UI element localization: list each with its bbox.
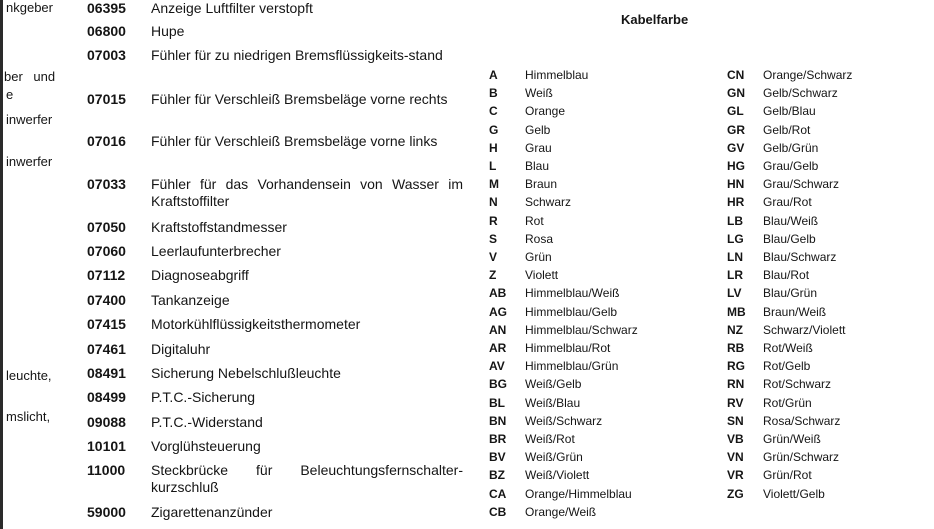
color-code-row — [727, 175, 839, 193]
color-name: Gelb — [525, 122, 551, 137]
component-code: 07016 — [87, 133, 126, 149]
left-fragment: ber und — [4, 69, 56, 84]
component-code: 07415 — [87, 316, 126, 332]
color-code-row — [727, 430, 821, 448]
color-code-row — [727, 394, 812, 412]
component-description: Zigarettenanzünder — [151, 504, 273, 520]
color-code: GL — [727, 104, 744, 119]
color-name: Grau/Rot — [763, 195, 812, 210]
color-code-row — [489, 266, 558, 284]
color-name: Grün/Weiß — [763, 432, 821, 446]
color-code: AR — [489, 341, 507, 355]
left-fragment: nkgeber — [6, 0, 53, 15]
color-code: HN — [727, 177, 745, 192]
color-code-row — [489, 303, 617, 321]
color-name: Orange/Himmelblau — [525, 486, 632, 501]
color-code-row — [727, 466, 812, 484]
color-code-row — [727, 303, 826, 321]
color-code: R — [489, 213, 498, 228]
component-description: Fühler für zu niedrigen Bremsflüssigkeits-stand — [151, 47, 443, 63]
color-name: Orange/Weiß — [525, 504, 597, 519]
color-code: GN — [727, 86, 745, 101]
color-code-row — [727, 448, 839, 466]
component-code: 07112 — [87, 267, 126, 283]
color-name: Weiß/Violett — [525, 468, 590, 483]
color-name: Rot/Weiß — [763, 341, 813, 355]
color-name: Schwarz — [525, 195, 572, 210]
color-name: Grün/Schwarz — [763, 450, 840, 465]
component-code: 06395 — [87, 0, 126, 16]
component-code: 59000 — [87, 504, 126, 520]
component-description: Motorkühlflüssigkeitsthermometer — [151, 316, 361, 332]
color-code-row — [489, 284, 619, 302]
color-name: Rosa — [525, 231, 554, 246]
component-code: 06800 — [87, 23, 126, 39]
color-code: GR — [727, 122, 745, 137]
color-name: Himmelblau/Schwarz — [525, 322, 638, 337]
color-code-row — [489, 321, 638, 339]
left-fragment: inwerfer — [6, 154, 53, 169]
color-name: Weiß — [525, 86, 553, 101]
color-code: AG — [489, 304, 507, 319]
color-code-row — [727, 248, 836, 266]
color-code-row — [727, 193, 812, 211]
color-code: LN — [727, 250, 743, 264]
color-name: Gelb/Blau — [763, 104, 816, 119]
color-code-row — [727, 121, 810, 139]
component-description: Fühler für das Vorhandensein von Wasser im Kraftstoffilter — [151, 176, 463, 209]
color-name: Braun — [525, 177, 558, 192]
color-code-row — [727, 357, 810, 375]
color-name: Violett/Gelb — [763, 486, 825, 501]
color-code: BR — [489, 432, 507, 446]
color-code: AN — [489, 322, 507, 337]
component-code: 07003 — [87, 47, 126, 63]
color-name: Gelb/Schwarz — [763, 86, 838, 101]
color-name: Himmelblau/Grün — [525, 359, 619, 374]
color-name: Schwarz/Violett — [763, 322, 846, 337]
color-code-row — [489, 230, 553, 248]
color-name: Rot — [525, 213, 544, 228]
color-code: L — [489, 159, 497, 173]
color-code: CN — [727, 68, 745, 82]
color-name: Weiß/Gelb — [525, 377, 582, 392]
color-code: HR — [727, 195, 745, 210]
color-code: LB — [727, 213, 743, 228]
color-code-row — [727, 230, 816, 248]
color-code-row — [489, 394, 580, 412]
color-code: VN — [727, 450, 744, 465]
component-description: Fühler für Verschleiß Bremsbeläge vorne rechts — [151, 91, 448, 107]
color-code-row — [489, 339, 610, 357]
color-code-row — [727, 139, 818, 157]
color-name: Grün/Rot — [763, 468, 812, 483]
color-code-row — [727, 212, 818, 230]
color-name: Blau — [525, 159, 550, 173]
component-code: 09088 — [87, 414, 126, 430]
component-description: Fühler für Verschleiß Bremsbeläge vorne links — [151, 133, 438, 149]
component-description: Anzeige Luftfilter verstopft — [151, 0, 313, 16]
color-code-row — [489, 102, 565, 120]
color-name: Rosa/Schwarz — [763, 413, 841, 428]
color-code: Z — [489, 268, 497, 283]
color-code: V — [489, 250, 498, 264]
color-name: Grün — [525, 250, 552, 264]
color-code-row — [489, 485, 632, 503]
color-code: C — [489, 104, 498, 119]
color-name: Himmelblau/Gelb — [525, 304, 618, 319]
color-name: Rot/Gelb — [763, 359, 811, 374]
color-code: AV — [489, 359, 505, 374]
left-fragment: leuchte, — [6, 368, 52, 383]
component-description: Sicherung Nebelschlußleuchte — [151, 365, 341, 381]
color-name: Himmelblau/Rot — [525, 341, 611, 355]
color-code-row — [489, 503, 596, 521]
color-name: Weiß/Schwarz — [525, 413, 603, 428]
color-name: Orange — [525, 104, 566, 119]
page-edge — [0, 0, 3, 529]
color-code: A — [489, 68, 498, 82]
color-code: CB — [489, 504, 507, 519]
color-name: Rot/Grün — [763, 395, 812, 410]
color-code-row — [489, 175, 557, 193]
color-name: Blau/Gelb — [763, 231, 816, 246]
color-code: BN — [489, 413, 507, 428]
color-code-row — [489, 466, 589, 484]
color-code: MB — [727, 304, 746, 319]
color-code: RG — [727, 359, 745, 374]
color-name: Grau — [525, 140, 552, 155]
color-code: B — [489, 86, 498, 101]
color-code-row — [489, 412, 602, 430]
component-description: Vorglühsteuerung — [151, 438, 261, 454]
component-code: 07400 — [87, 292, 126, 308]
color-code: H — [489, 140, 498, 155]
color-code-row — [489, 357, 618, 375]
color-name: Braun/Weiß — [763, 304, 827, 319]
component-code: 07461 — [87, 341, 126, 357]
color-name: Gelb/Rot — [763, 122, 811, 137]
color-name: Violett — [525, 268, 559, 283]
color-code: HG — [727, 159, 745, 173]
color-code-row — [489, 84, 553, 102]
color-name: Weiß/Grün — [525, 450, 583, 465]
color-name: Blau/Schwarz — [763, 250, 837, 264]
component-description: Diagnoseabgriff — [151, 267, 249, 283]
color-code: RB — [727, 341, 745, 355]
color-code-row — [727, 84, 838, 102]
color-name: Weiß/Blau — [525, 395, 581, 410]
color-code: AB — [489, 286, 507, 301]
color-code: ZG — [727, 486, 744, 501]
color-code-row — [727, 66, 852, 84]
color-name: Rot/Schwarz — [763, 377, 832, 392]
color-code-row — [489, 139, 552, 157]
color-code-row — [727, 412, 840, 430]
color-code-row — [489, 121, 550, 139]
left-fragment: e — [6, 87, 14, 102]
color-code-row — [727, 102, 816, 120]
left-fragment: mslicht, — [6, 409, 51, 424]
color-code: S — [489, 231, 498, 246]
component-code: 08499 — [87, 389, 126, 405]
component-description: Steckbrücke für Beleuchtungsfernschalter-kurzschluß — [151, 462, 463, 495]
color-code: BZ — [489, 468, 505, 483]
color-code: LR — [727, 268, 743, 283]
color-code: RV — [727, 395, 744, 410]
color-code-row — [489, 157, 549, 175]
color-code-row — [727, 284, 817, 302]
color-code-row — [727, 266, 809, 284]
color-name: Grau/Schwarz — [763, 177, 840, 192]
color-code-row — [489, 430, 575, 448]
component-description: Digitaluhr — [151, 341, 211, 357]
component-code: 08491 — [87, 365, 126, 381]
color-name: Gelb/Grün — [763, 140, 819, 155]
color-code-row — [489, 193, 571, 211]
color-code: SN — [727, 413, 744, 428]
color-code: CA — [489, 486, 507, 501]
color-name: Himmelblau — [525, 68, 589, 82]
color-code-row — [727, 485, 825, 503]
color-code: BG — [489, 377, 507, 392]
color-code-row — [727, 339, 813, 357]
component-code: 07060 — [87, 243, 126, 259]
color-code: RN — [727, 377, 745, 392]
color-code: LG — [727, 231, 744, 246]
component-description: P.T.C.-Widerstand — [151, 414, 263, 430]
color-code: BL — [489, 395, 505, 410]
color-code-row — [489, 375, 581, 393]
color-code: VR — [727, 468, 744, 483]
color-code: N — [489, 195, 498, 210]
color-name: Blau/Weiß — [763, 213, 819, 228]
color-code: G — [489, 122, 499, 137]
color-code-row — [489, 248, 552, 266]
component-code: 07050 — [87, 219, 126, 235]
color-code: VB — [727, 432, 744, 446]
kabelfarbe-title: Kabelfarbe — [621, 12, 689, 27]
color-name: Blau/Rot — [763, 268, 810, 283]
color-code-row — [489, 212, 544, 230]
color-code: BV — [489, 450, 506, 465]
color-name: Weiß/Rot — [525, 432, 575, 446]
component-description: Kraftstoffstandmesser — [151, 219, 287, 235]
component-code: 11000 — [87, 462, 126, 478]
color-name: Orange/Schwarz — [763, 68, 853, 82]
color-code: GV — [727, 140, 745, 155]
color-code-row — [727, 157, 818, 175]
color-code-row — [489, 66, 588, 84]
component-description: Hupe — [151, 23, 185, 39]
color-code: NZ — [727, 322, 743, 337]
component-description: Tankanzeige — [151, 292, 230, 308]
color-code: LV — [727, 286, 742, 301]
component-code: 07033 — [87, 176, 126, 192]
color-name: Blau/Grün — [763, 286, 818, 301]
color-code-row — [727, 321, 845, 339]
component-description: P.T.C.-Sicherung — [151, 389, 256, 405]
color-code-row — [489, 448, 583, 466]
left-fragment: inwerfer — [6, 112, 53, 127]
color-name: Grau/Gelb — [763, 159, 819, 173]
color-code: M — [489, 177, 499, 192]
color-code-row — [727, 375, 831, 393]
color-name: Himmelblau/Weiß — [525, 286, 620, 301]
component-description: Leerlaufunterbrecher — [151, 243, 281, 259]
component-code: 07015 — [87, 91, 126, 107]
component-code: 10101 — [87, 438, 126, 454]
